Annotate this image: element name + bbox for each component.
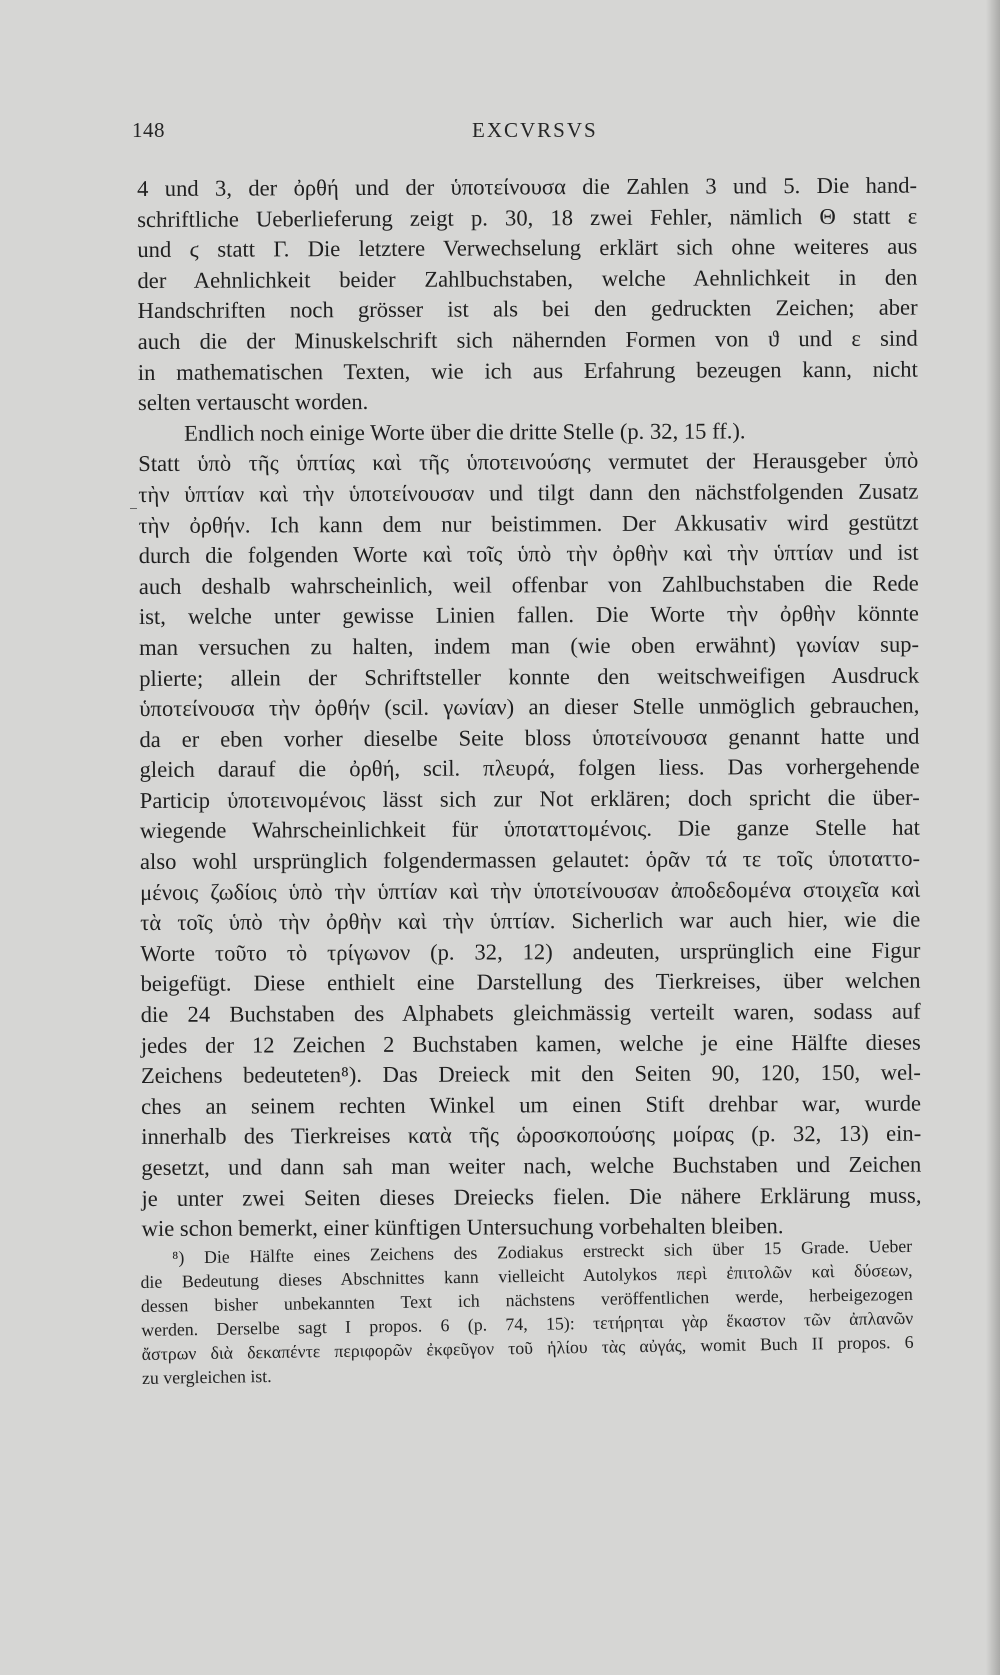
footnote-line: die Bedeutung dieses Abschnittes kann vielleicht Autolykos περὶ ἐπιτολῶν καὶ δύσεων, [140,1259,913,1292]
text-line: Particip ὑποτεινομένοις lässt sich zur Not erklären; doch spricht die über- [139,784,920,813]
text-line: μένοις ζωδίοις ὑπὸ τὴν ὑπτίαν καὶ τὴν ὑποτείνουσαν ἀποδεδομένα στοιχεῖα καὶ [140,876,921,905]
text-line: ist, welche unter gewisse Linien fallen. Die Worte τὴν ὀρθὴν könnte [138,600,919,630]
text-line: τὰ τοῖς ὑπὸ τὴν ὀρθὴν καὶ τὴν ὑπτίαν. Sicherlich war auch hier, wie die [140,906,921,936]
text-line: durch die folgenden Worte καὶ τοῖς ὑπὸ τὴν ὀρθὴν καὶ τὴν ὑπτίαν und ist [138,539,919,569]
text-line: jedes der 12 Zeichen 2 Buchstaben kamen, welche je eine Hälfte dieses [140,1029,921,1058]
text-line: und ϛ statt Γ. Die letztere Verwechselung erklärt sich ohne weiteres aus [137,233,918,263]
text-line: wie schon bemerkt, einer künftigen Untersuchung vorbehalten bleiben. [141,1213,784,1242]
paragraph-start: Endlich noch einige Worte über die dritte Stelle (p. 32, 15 ff.). [184,418,746,446]
running-title: EXCVRSVS [472,118,598,142]
footnote-line: werden. Derselbe sagt I propos. 6 (p. 74, 15): τετήρηται γὰρ ἕκαστον τῶν ἀπλανῶν [141,1307,914,1340]
text-line: ὑποτείνουσα τὴν ὀρθήν (scil. γωνίαν) an dieser Stelle unmöglich gebrauchen, [139,692,920,722]
footnote-line: zu vergleichen ist. [141,1365,272,1388]
footnote-line: ⁸) Die Hälfte eines Zeichens des Zodiakus erstreckt sich über 15 Grade. Ueber [172,1235,913,1268]
margin-mark [130,508,137,509]
text-line: Worte τοῦτο τὸ τρίγωνον (p. 32, 12) andeuten, ursprünglich eine Figur [140,937,921,966]
text-line: auch deshalb wahrscheinlich, weil offenbar von Zahlbuchstaben die Rede [138,570,919,599]
text-line: τὴν ὑπτίαν καὶ τὴν ὑποτείνουσαν und tilgt dann den nächstfolgenden Zusatz [138,478,919,507]
text-line: da er eben vorher dieselbe Seite bloss ὑποτείνουσα genannt hatte und [139,723,920,752]
text-line: die 24 Buchstaben des Alphabets gleichmässig verteilt waren, sodass auf [140,998,921,1028]
text-line: beigefügt. Diese enthielt eine Darstellung des Tierkreises, über welchen [140,968,921,997]
text-line: auch die der Minuskelschrift sich nähernden Formen von ϑ und ε sind [137,325,918,354]
text-line: selten vertauscht worden. [137,389,369,416]
text-line: gesetzt, und dann sah man weiter nach, welche Buchstaben und Zeichen [141,1151,922,1180]
text-line: τὴν ὀρθήν. Ich kann dem nur beistimmen. Der Akkusativ wird gestützt [138,509,919,538]
text-line: ches an seinem rechten Winkel um einen Stift drehbar war, wurde [141,1090,922,1119]
text-line: je unter zwei Seiten dieses Dreiecks fielen. Die nähere Erklärung muss, [141,1182,922,1211]
footnote [140,1234,914,1390]
text-line: Statt ὑπὸ τῆς ὑπτίας καὶ τῆς ὑποτεινούσης vermutet der Herausgeber ὑπὸ [138,447,919,477]
page-header [132,118,907,148]
text-line: 4 und 3, der ὀρθή und der ὑποτείνουσα die Zahlen 3 und 5. Die hand- [137,172,918,201]
text-line: wiegende Wahrscheinlichkeit für ὑποταττομένοις. Die ganze Stelle hat [139,815,920,844]
footnote-line: ἄστρων διὰ δεκαπέντε περιφορῶν ἐκφεῦγον τοῦ ἡλίου τὰς αὐγάς, womit Buch II propos. 6 [141,1331,914,1364]
text-line: gleich darauf die ὀρθή, scil. πλευρά, folgen liess. Das vorhergehende [139,753,920,783]
footnote-line: dessen bisher unbekannten Text ich nächstens veröffentlichen werde, herbeigezogen [140,1283,914,1316]
page-number: 148 [132,118,165,142]
main-text [137,171,922,1245]
text-line: schriftliche Ueberlieferung zeigt p. 30, 18 zwei Fehler, nämlich Θ statt ε [137,203,918,232]
text-line: Handschriften noch grösser ist als bei den gedruckten Zeichen; aber [137,294,918,324]
text-line: innerhalb des Tierkreises κατὰ τῆς ὡροσκοπούσης μοίρας (p. 32, 13) ein- [141,1120,922,1150]
text-line: man versuchen zu halten, indem man (wie oben erwähnt) γωνίαν sup- [139,631,920,660]
text-line: Zeichens bedeuteten⁸). Das Dreieck mit den Seiten 90, 120, 150, wel- [140,1059,921,1089]
text-line: plierte; allein der Schriftsteller konnte den weitschweifigen Ausdruck [139,662,920,691]
text-line: der Aehnlichkeit beider Zahlbuchstaben, welche Aehnlichkeit in den [137,264,918,293]
text-line: also wohl ursprünglich folgendermassen gelautet: ὁρᾶν τά τε τοῖς ὑποταττο- [139,845,921,875]
text-line: in mathematischen Texten, wie ich aus Erfahrung bezeugen kann, nicht [137,356,918,385]
page-edge-shadow [986,0,1000,1675]
